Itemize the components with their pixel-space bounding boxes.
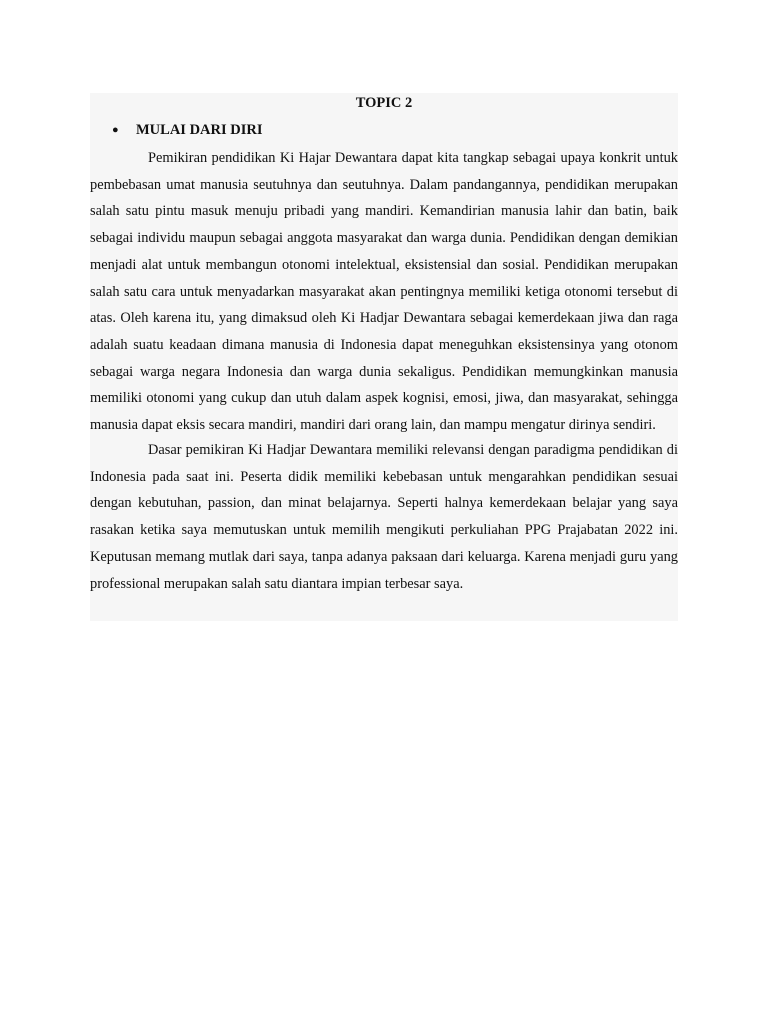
text-block [90,93,678,621]
paragraph-1: Pemikiran pendidikan Ki Hajar Dewantara dapat kita tangkap sebagai upaya konkrit untuk pembebasan umat manusia seutuhnya dan seutuhnya. Dalam pandangannya, pendidikan merupakan salah satu pintu masuk menuju pribadi yang mandiri. Kemandirian manusia lahir dan batin, baik sebagai individu maupun sebagai anggota masyarakat dan warga dunia. Pendidikan dengan demikian menjadi alat untuk membangun otonomi intelektual, eksistensial dan sosial. Pendidikan merupakan salah satu cara untuk menyadarkan masyarakat akan pentingnya memiliki ketiga otonomi tersebut di atas. Oleh karena itu, yang dimaksud oleh Ki Hadjar Dewantara sebagai kemerdekaan jiwa dan raga adalah suatu keadaan dimana manusia di Indonesia dapat meneguhkan eksistensinya yang otonom sebagai warga negara Indonesia dan warga dunia sekaligus. Pendidikan memungkinkan manusia memiliki otonomi yang cukup dan utuh dalam aspek kognisi, emosi, jiwa, dan masyarakat, sehingga manusia dapat eksis secara mandiri, mandiri dari orang lain, dan mampu mengatur dirinya sendiri. [90,150,678,434]
page-title: TOPIC 2 [355,95,413,111]
section-heading [90,120,678,140]
section-heading-label: MULAI DARI DIRI [136,122,263,138]
bullet-icon: ● [112,124,119,136]
paragraph-2: Dasar pemikiran Ki Hadjar Dewantara memiliki relevansi dengan paradigma pendidikan di Indonesia pada saat ini. Peserta didik memiliki kebebasan untuk mengarahkan pendidikan sesuai dengan kebutuhan, passion, dan minat belajarnya. Seperti halnya kemerdekaan belajar yang saya rasakan ketika saya memutuskan untuk memilih mengikuti perkuliahan PPG Prajabatan 2022 ini. Keputusan memang mutlak dari saya, tanpa adanya paksaan dari keluarga. Karena menjadi guru yang professional merupakan salah satu diantara impian terbesar saya. [90,442,678,592]
